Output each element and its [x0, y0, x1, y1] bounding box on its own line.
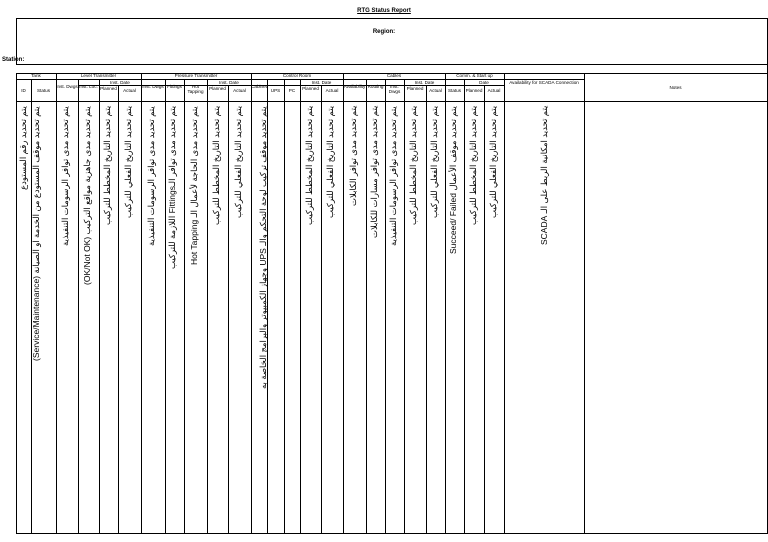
note-planned: يتم تحديد التاريخ المخطط للتركيب [102, 106, 112, 226]
note-fittings: يتم تحديد مدى توافر الـFittings اللازمة للتركيب [167, 106, 177, 270]
hdr-status: Status [36, 88, 51, 93]
group-comm-startup: Comm. & Start up [456, 73, 493, 78]
col-sep [426, 85, 427, 533]
inst-date-control: Inst. Date [311, 80, 332, 85]
col-sep [99, 79, 100, 533]
col-sep [251, 73, 252, 533]
col-sep [385, 79, 386, 533]
col-sep [78, 79, 79, 533]
hdr-planned-2: Planned [209, 86, 226, 91]
table-bottom-line [16, 533, 768, 534]
inst-date-level: Inst. Date [110, 80, 130, 85]
col-sep [118, 85, 119, 533]
header-bottom-line [16, 101, 768, 102]
hdr-planned-4: Planned [406, 86, 424, 91]
hdr-actual-3: Actual [325, 88, 339, 93]
col-sep [404, 79, 405, 533]
hdr-availability: Availability [343, 84, 366, 89]
note-id: يتم تحديد رقم المستودع [18, 106, 28, 190]
note-planned-4: يتم تحديد التاريخ المخطط للتركيب [408, 106, 418, 226]
inst-date-pressure: Inst. Date [219, 80, 239, 85]
note-comm-status: يتم تحديد موقف الأعمال Succeed/ Failed [448, 106, 458, 254]
hdr-inst-dwgs-3: Inst. Dwgs [388, 84, 401, 94]
hdr-status-2: Status [447, 88, 462, 93]
hdr-actual: Actual [123, 88, 136, 93]
hdr-hot-tapping: Hot Tapping [187, 84, 204, 94]
group-tank: Tank [31, 73, 41, 78]
note-hot-tapping: يتم تحديد مدى الحاجة لأعمال الـ Hot Tapping [189, 106, 199, 265]
col-sep [16, 73, 17, 533]
date-comm: Date [479, 80, 489, 85]
station-label: Station: [2, 57, 25, 63]
hdr-actual-5: Actual [487, 88, 501, 93]
note-actual-5: يتم تحديد التاريخ الفعلي للتركيب [488, 106, 498, 219]
hdr-fittings: Fittings [167, 84, 182, 89]
note-planned-5: يتم تحديد التاريخ المخطط للتركيب [468, 106, 478, 226]
hdr-routing: Routing [367, 84, 384, 89]
hdr-ups: UPS [270, 88, 281, 93]
col-sep [484, 85, 485, 533]
region-bottom-line [16, 64, 768, 65]
note-status: يتم تحديد موقف المستودع من الخدمة او الصيانة (Service/Maintenance) [31, 106, 41, 361]
col-sep [207, 79, 208, 533]
col-sep [228, 85, 229, 533]
note-routing: يتم تحديد مدى توافر مسارات للكابلات [369, 106, 379, 239]
note-inst-loc: يتم تحديد مدى جاهزية مواقع التركيب (OK/Not OK) [82, 106, 92, 285]
col-sep [366, 79, 367, 533]
col-sep [165, 79, 166, 533]
hdr-actual-4: Actual [429, 88, 442, 93]
col-sep [321, 85, 322, 533]
note-actual-3: يتم تحديد التاريخ الفعلي للتركيب [325, 106, 335, 219]
report-title: RTG Status Report [357, 8, 411, 14]
group-availability-scada: Availability for SCADA Connection [509, 80, 579, 85]
inst-date-cables: Inst. Date [414, 80, 435, 85]
hdr-pc: PC [288, 88, 296, 93]
col-sep [56, 73, 57, 533]
note-scada: يتم تحديد امكانية الربط على الـ SCADA [539, 106, 549, 246]
note-inst-dwgs-3: يتم تحديد مدى توافر الرسومات التنفيذية [388, 106, 398, 246]
group-control-room: Control Room [282, 73, 312, 78]
col-sep [184, 79, 185, 533]
hdr-inst-dwgs: Inst. Dwgs [56, 84, 78, 89]
note-actual-4: يتم تحديد التاريخ الفعلي للتركيب [429, 106, 439, 219]
hdr-inst-loc: Inst. Loc. [79, 84, 98, 89]
group-cables: Cables [386, 73, 402, 78]
group-level-transmitter: Level Transmitter [80, 73, 117, 78]
hdr-cabinet: Cabinet [251, 84, 267, 89]
col-sep [141, 73, 142, 533]
hdr-planned-5: Planned [465, 88, 483, 93]
hdr-inst-dwgs-2: Inst. Dwgs [142, 84, 164, 89]
col-sep [300, 79, 301, 533]
hdr-actual-2: Actual [233, 88, 246, 93]
note-inst-dwgs-2: يتم تحديد مدى توافر الرسومات التنفيذية [146, 106, 156, 246]
note-planned-3: يتم تحديد التاريخ المخطط للتركيب [304, 106, 314, 226]
note-availability: يتم تحديد مدى توافر الكابلات [348, 106, 358, 207]
note-actual: يتم تحديد التاريخ الفعلي للتركيب [123, 106, 133, 219]
group-notes: Notes [669, 85, 682, 90]
note-actual-2: يتم تحديد التاريخ الفعلي للتركيب [233, 106, 243, 219]
col-sep [584, 73, 585, 533]
frame-top-line [16, 18, 768, 19]
hdr-id: ID [21, 88, 26, 93]
note-control-room: يتم تحديد موقف تركيب لوحة التحكم والـ UPS وجهاز الكمبيوتر والبرامج الخاصة به [258, 106, 268, 389]
region-label: Region: [372, 29, 396, 35]
col-sep [464, 79, 465, 533]
note-planned-2: يتم تحديد التاريخ المخطط للتركيب [211, 106, 221, 226]
note-inst-dwgs: يتم تحديد مدى توافر الرسومات التنفيذية [60, 106, 70, 246]
col-sep [343, 73, 344, 533]
col-sep [445, 73, 446, 533]
group-pressure-transmitter: Pressure Transmitter [174, 73, 218, 78]
hdr-planned: Planned [100, 86, 117, 91]
col-sep [504, 73, 505, 533]
hdr-planned-3: Planned [302, 86, 319, 91]
